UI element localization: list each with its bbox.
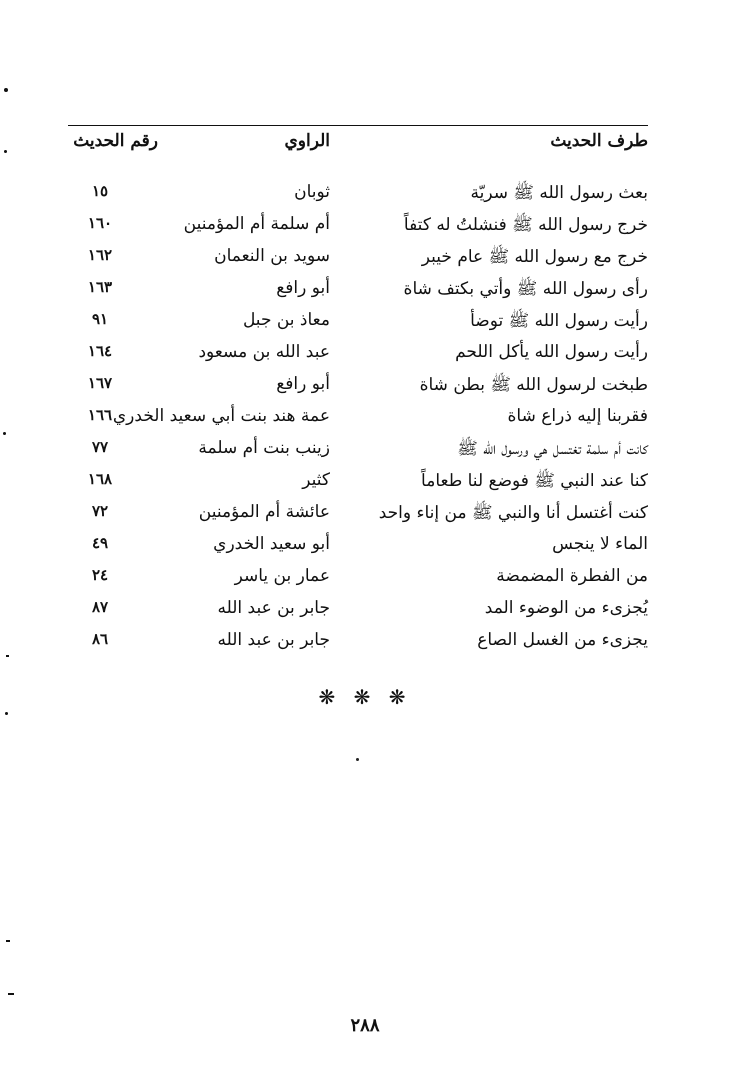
scan-speck: [3, 432, 6, 435]
hadith-number: ٩١: [91, 310, 109, 328]
header-hadith-text: طرف الحديث: [550, 131, 648, 151]
table-row: [68, 529, 650, 561]
narrator-name: عائشة أم المؤمنين: [198, 502, 330, 522]
narrator-name: جابر بن عبد الله: [217, 630, 330, 650]
hadith-number: ٧٢: [91, 502, 109, 520]
narrator-name: سويد بن النعمان: [214, 246, 330, 266]
table-row: [68, 177, 650, 209]
scan-speck: [6, 940, 10, 942]
scan-speck: [5, 712, 8, 715]
table-row: [68, 625, 650, 657]
hadith-number: ١٥: [91, 182, 109, 200]
hadith-index-table: [68, 177, 650, 657]
hadith-text: بعث رسول الله ﷺ سريّة: [470, 183, 648, 203]
hadith-text: رأيت رسول الله ﷺ توضأ: [470, 311, 648, 331]
narrator-name: كثير: [302, 470, 330, 490]
narrator-name: أبو سعيد الخدري: [213, 534, 330, 554]
table-row: [68, 305, 650, 337]
hadith-number: ٤٩: [91, 534, 109, 552]
narrator-name: زينب بنت أم سلمة: [198, 438, 330, 458]
page-number: ٢٨٨: [350, 1015, 380, 1036]
hadith-text: الماء لا ينجس: [552, 534, 648, 554]
hadith-text: يجزىء من الغسل الصاع: [477, 630, 648, 650]
hadith-number: ١٦٤: [87, 342, 113, 360]
header-hadith-number: رقم الحديث: [73, 131, 158, 151]
table-row: [68, 209, 650, 241]
scan-speck: [8, 993, 14, 995]
hadith-number: ٢٤: [91, 566, 109, 584]
hadith-number: ١٦٦: [87, 406, 113, 424]
table-row: [68, 497, 650, 529]
scan-speck: [4, 150, 7, 153]
table-row: [68, 465, 650, 497]
scan-speck: [4, 88, 8, 92]
table-row: [68, 369, 650, 401]
ornament-divider: ❋ ❋ ❋: [318, 685, 412, 709]
table-row: [68, 433, 650, 465]
hadith-number: ١٦٧: [87, 374, 113, 392]
narrator-name: معاذ بن جبل: [242, 310, 330, 330]
table-row: [68, 561, 650, 593]
hadith-text: يُجزىء من الوضوء المد: [484, 598, 648, 618]
hadith-text: فقربنا إليه ذراع شاة: [507, 406, 648, 426]
hadith-number: ٧٧: [91, 438, 109, 456]
narrator-name: أبو رافع: [276, 278, 330, 298]
hadith-number: ١٦٠: [87, 214, 113, 232]
narrator-name: عمة هند بنت أبي سعيد الخدري: [112, 406, 330, 426]
table-row: [68, 593, 650, 625]
table-row: [68, 401, 650, 433]
narrator-name: جابر بن عبد الله: [217, 598, 330, 618]
hadith-number: ٨٦: [91, 630, 109, 648]
scan-speck: [6, 655, 9, 657]
narrator-name: عبد الله بن مسعود: [198, 342, 330, 362]
hadith-number: ١٦٢: [87, 246, 113, 264]
hadith-text: من الفطرة المضمضة: [496, 566, 648, 586]
table-row: [68, 273, 650, 305]
hadith-number: ١٦٣: [87, 278, 113, 296]
table-row: [68, 337, 650, 369]
table-row: [68, 241, 650, 273]
hadith-text: طبخت لرسول الله ﷺ بطن شاة: [419, 375, 648, 395]
hadith-number: ١٦٨: [87, 470, 113, 488]
ink-dot: [356, 758, 359, 761]
narrator-name: أم سلمة أم المؤمنين: [183, 214, 330, 234]
hadith-text: كنت أغتسل أنا والنبي ﷺ من إناء واحد: [378, 503, 648, 523]
narrator-name: أبو رافع: [276, 374, 330, 394]
hadith-text: رأيت رسول الله يأكل اللحم: [455, 342, 648, 362]
hadith-text: كنا عند النبي ﷺ فوضع لنا طعاماً: [421, 471, 648, 491]
narrator-name: ثوبان: [294, 182, 330, 202]
header-top-rule: [68, 125, 648, 126]
hadith-text: كانت أم سلمة تغتسل هي ورسول الله ﷺ: [457, 439, 648, 459]
hadith-number: ٨٧: [91, 598, 109, 616]
hadith-text: خرج مع رسول الله ﷺ عام خيبر: [421, 247, 648, 267]
header-narrator: الراوي: [284, 131, 330, 151]
hadith-text: رأى رسول الله ﷺ وأتي بكتف شاة: [403, 279, 648, 299]
hadith-text: خرج رسول الله ﷺ فنشلتُ له كتفاً: [403, 215, 648, 235]
narrator-name: عمار بن ياسر: [234, 566, 330, 586]
